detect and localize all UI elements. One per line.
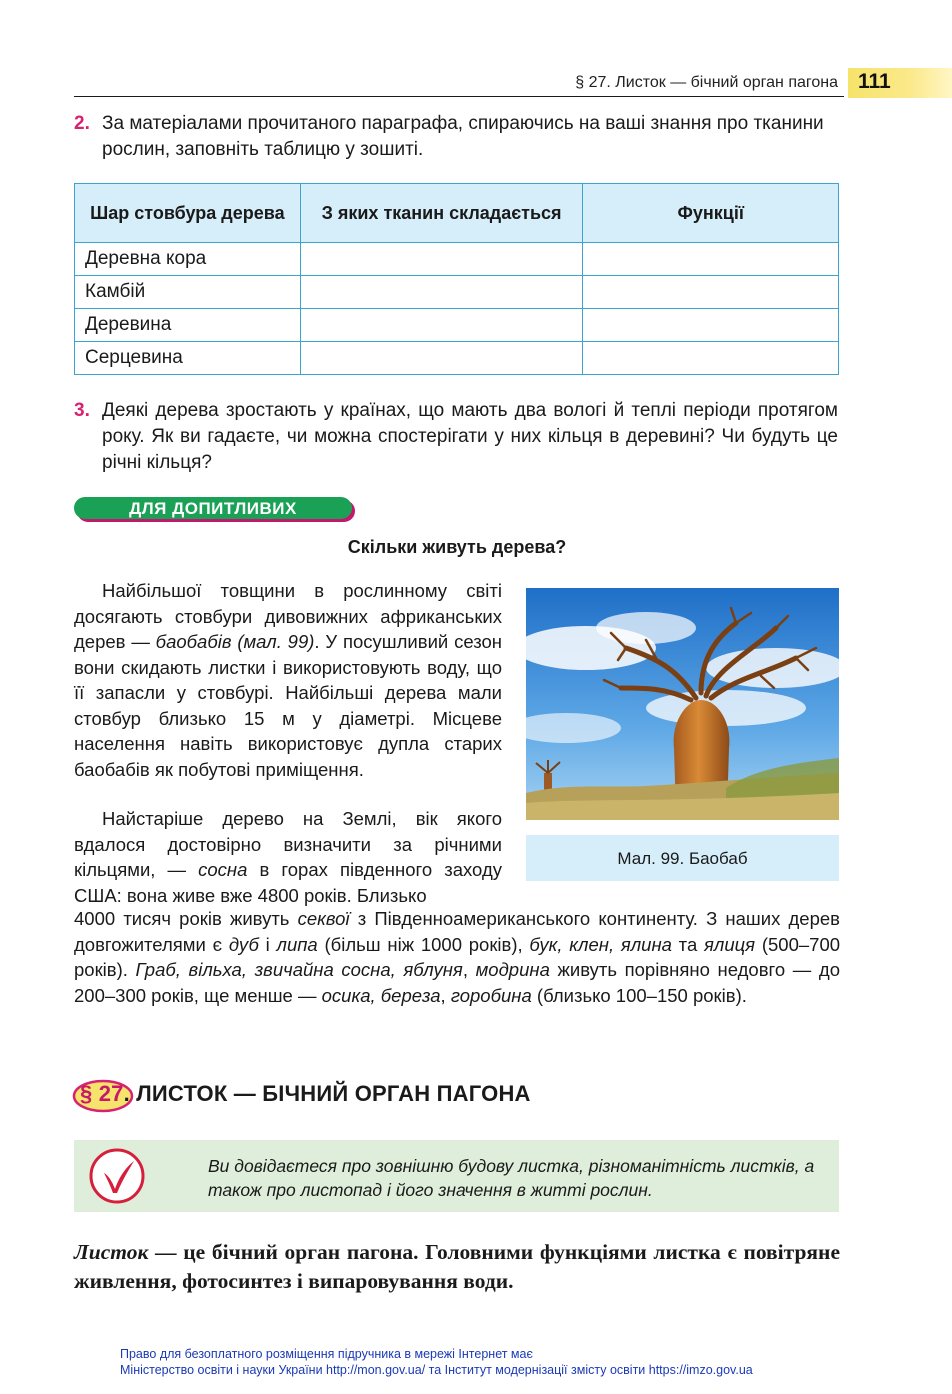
section-number: § 27 — [80, 1081, 124, 1106]
definition-text: — це бічний орган пагона. Головними функціями листка є повітряне живлення, фотосинтез і випаровування води. — [74, 1240, 840, 1293]
table-cell — [300, 243, 583, 276]
table-cell — [300, 276, 583, 309]
text-run: і — [258, 933, 277, 955]
text-run: живуть порівняно недовго — до 200–300 років, ще менше — — [74, 959, 840, 1006]
text-run: Найбільшої товщини в рослинному світі досягають стовбури дивовижних африканських дерев — — [74, 580, 502, 652]
question-number: 3. — [74, 400, 90, 421]
text-run-italic: баобабів (мал. 99) — [155, 631, 315, 652]
text-run-italic: дуб — [228, 933, 259, 955]
text-run: . У посушливий сезон вони скидають листки і використовують воду, що її запасли у стовбурі. Найбільші дерева мали стовбур близько 15 м у діаметрі. Місцеве населення навіть використовує дупла старих баобабів як побутові приміщення. — [74, 631, 502, 780]
text-run-italic: горобина — [450, 984, 532, 1006]
footer-line: Право для безоплатного розміщення підручника в мережі Інтернет має — [120, 1347, 533, 1361]
text-run: Найстаріше дерево на Землі, вік якого вдалося достовірно визначити за річними кільцями, — — [74, 808, 502, 880]
checkmark-leaf-icon — [88, 1147, 146, 1205]
table-cell: Деревна кора — [75, 243, 301, 276]
table-header: З яких тканин складається — [300, 184, 583, 243]
table-cell — [300, 309, 583, 342]
curious-paragraph-3 — [74, 906, 840, 1008]
question-text: За матеріалами прочитаного параграфа, спираючись на ваші знання про тканини рослин, заповніть таблицю у зошиті. — [102, 113, 824, 160]
question-text: Деякі дерева зростають у країнах, що мають два вологі й теплі періоди протягом року. Як ви гадаєте, чи можна спостерігати у них кільця в деревині? Чи будуть це річні кільця? — [102, 400, 838, 473]
text-run-italic: сосна — [198, 859, 248, 880]
text-run: та — [671, 933, 704, 955]
running-head: § 27. Листок — бічний орган пагона — [575, 74, 838, 91]
table-row — [75, 276, 839, 309]
definition-term: Листок — [74, 1240, 149, 1264]
question-number: 2. — [74, 113, 90, 134]
question-3 — [74, 398, 840, 476]
section-title-text: . ЛИСТОК — БІЧНИЙ ОРГАН ПАГОНА — [123, 1081, 531, 1106]
table-row — [75, 243, 839, 276]
text-run-italic: осика, береза — [321, 984, 441, 1006]
text-run: (близько 100–150 років). — [531, 984, 747, 1006]
section-title — [80, 1081, 531, 1107]
table-cell — [583, 342, 839, 375]
curious-paragraph-2 — [74, 806, 502, 908]
text-run: 4000 тисяч років живуть — [74, 908, 298, 929]
table-cell — [300, 342, 583, 375]
text-run-italic: секвої — [297, 908, 350, 929]
text-run-italic: Граб, вільха, звичайна сосна, яблуня — [135, 959, 463, 980]
text-run: з Південноамериканського континенту. З наших дерев довгожителями є — [74, 908, 840, 955]
text-run-italic: липа — [276, 933, 318, 955]
baobab-photo — [526, 588, 839, 820]
table-header-row — [75, 184, 839, 243]
table-row — [75, 309, 839, 342]
text-run-italic: бук, клен, ялина — [529, 933, 672, 955]
curious-title: Скільки живуть дерева? — [347, 537, 567, 557]
curious-paragraph-1 — [74, 578, 502, 782]
page-number: 111 — [858, 70, 891, 93]
table-header: Шар стовбура дерева — [75, 184, 301, 243]
tree-layers-table — [74, 183, 839, 375]
text-run: , — [462, 959, 476, 980]
table-cell — [583, 243, 839, 276]
text-run: в горах південного заходу США: вона живе вже 4800 років. Близько — [74, 859, 502, 906]
text-run: (більш ніж 1000 років), — [317, 933, 530, 955]
leaf-definition — [74, 1238, 840, 1296]
footer-line[interactable]: Міністерство освіти і науки України http://mon.gov.ua/ та Інститут модернізації змісту освіти https://imzo.gov.ua — [120, 1363, 753, 1377]
table-row — [75, 342, 839, 375]
intro-text: Ви довідаєтеся про зовнішню будову листка, різноманітність листків, а також про листопад і його значення в житті рослин. — [208, 1156, 815, 1200]
table-cell: Деревина — [75, 309, 301, 342]
curious-badge: ДЛЯ ДОПИТЛИВИХ — [74, 497, 352, 519]
table-cell — [583, 309, 839, 342]
question-2 — [74, 111, 840, 163]
text-run-italic: модрина — [475, 959, 550, 980]
header-rule — [74, 96, 844, 97]
table-cell — [583, 276, 839, 309]
text-run: (500–700 років). — [74, 933, 841, 980]
figure-caption: Мал. 99. Баобаб — [617, 849, 748, 868]
table-cell: Камбій — [75, 276, 301, 309]
text-run: , — [440, 984, 451, 1006]
text-run-italic: ялиця — [704, 933, 756, 955]
table-header: Функції — [583, 184, 839, 243]
table-cell: Серцевина — [75, 342, 301, 375]
footer-notice — [120, 1346, 753, 1378]
